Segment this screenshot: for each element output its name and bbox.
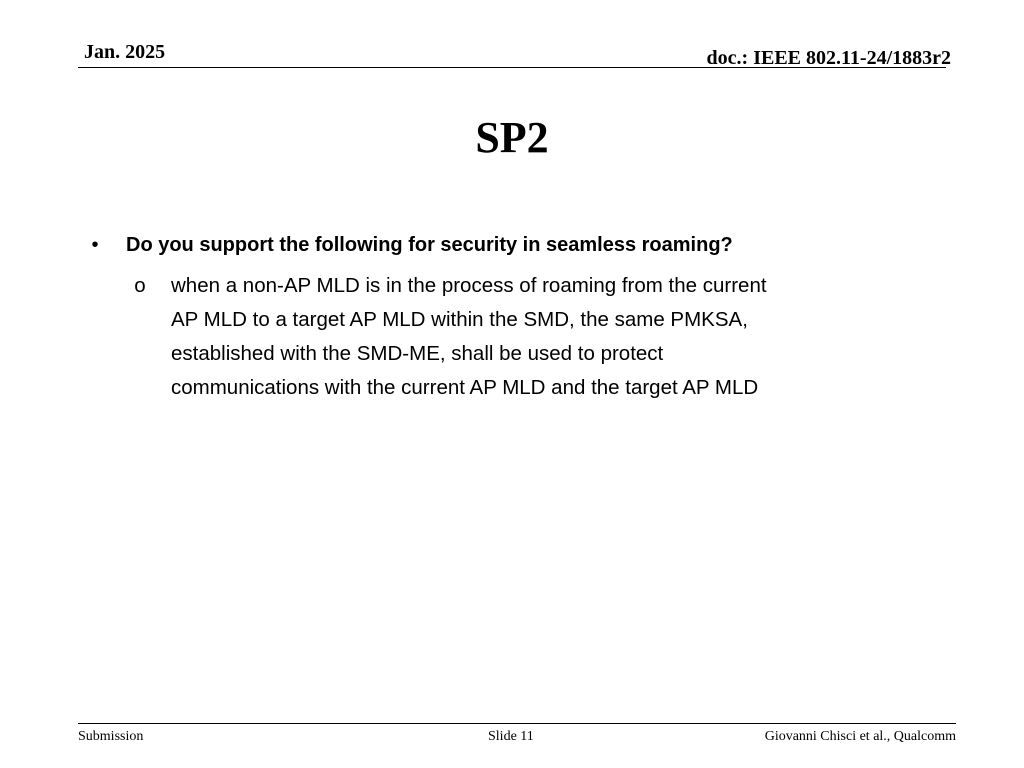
sub-bullet-line: when a non-AP MLD is in the process of roaming from the current: [171, 274, 767, 297]
bullet-question-text: Do you support the following for security in seamless roaming?: [126, 234, 733, 256]
sub-bullet-line: AP MLD to a target AP MLD within the SMD, the same PMKSA,: [171, 308, 748, 331]
sub-bullet-circle-icon: o: [134, 274, 146, 297]
footer-divider: [78, 723, 956, 724]
footer-slide-number: Slide 11: [488, 729, 534, 744]
sub-bullet-text: [171, 269, 941, 405]
bullet-dot-icon: •: [91, 234, 99, 256]
footer-authors: Giovanni Chisci et al., Qualcomm: [764, 729, 956, 744]
slide-title: SP2: [475, 113, 549, 162]
header-date: Jan. 2025: [84, 41, 166, 63]
sub-bullet-line: established with the SMD-ME, shall be used to protect: [171, 342, 664, 365]
header-doc-number: doc.: IEEE 802.11-24/1883r2: [706, 47, 951, 69]
sub-bullet-line: communications with the current AP MLD and the target AP MLD: [171, 376, 759, 399]
header-divider: [78, 67, 946, 68]
footer-submission: Submission: [78, 729, 144, 744]
